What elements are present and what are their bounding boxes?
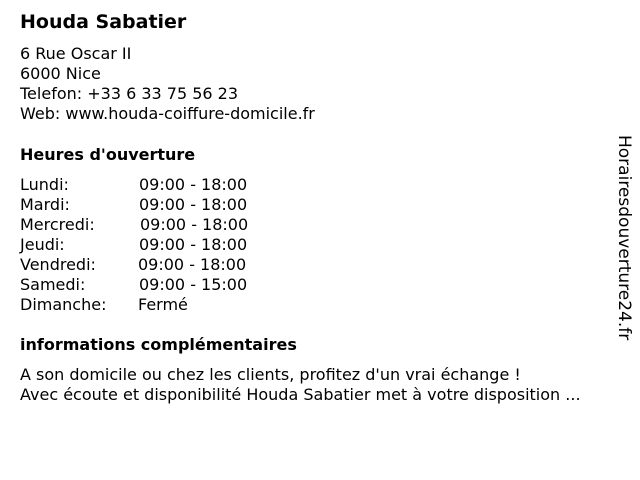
description-line: A son domicile ou chez les clients, profitez d'un vrai échange ! xyxy=(20,365,521,384)
time-value: 09:00 - 18:00 xyxy=(139,175,248,194)
business-name: Houda Sabatier xyxy=(20,11,187,33)
day-label: Jeudi: xyxy=(20,235,65,254)
website-link[interactable]: Web: www.houda-coiffure-domicile.fr xyxy=(20,104,315,123)
time-value: 09:00 - 18:00 xyxy=(138,255,247,274)
info-heading: informations complémentaires xyxy=(20,335,297,354)
site-watermark xyxy=(612,135,636,345)
day-label: Mardi: xyxy=(20,195,70,214)
day-label: Lundi: xyxy=(20,175,69,194)
time-value: 09:00 - 18:00 xyxy=(139,235,248,254)
phone-number: Telefon: +33 6 33 75 56 23 xyxy=(20,84,239,103)
description-line: Avec écoute et disponibilité Houda Sabatier met à votre disposition ... xyxy=(20,385,581,404)
time-value: 09:00 - 18:00 xyxy=(140,215,249,234)
day-label: Samedi: xyxy=(20,275,86,294)
description xyxy=(20,365,581,405)
street-address: 6 Rue Oscar II xyxy=(20,44,132,63)
contact-block xyxy=(20,44,315,124)
day-label: Dimanche: xyxy=(20,295,107,314)
hours-heading: Heures d'ouverture xyxy=(20,145,196,164)
watermark-text: Horairesdouverture24.fr xyxy=(614,135,634,341)
time-value: 09:00 - 15:00 xyxy=(139,275,248,294)
time-value: Fermé xyxy=(138,295,188,314)
day-label: Vendredi: xyxy=(20,255,96,274)
time-value: 09:00 - 18:00 xyxy=(139,195,248,214)
day-label: Mercredi: xyxy=(20,215,95,234)
city-address: 6000 Nice xyxy=(20,64,101,83)
